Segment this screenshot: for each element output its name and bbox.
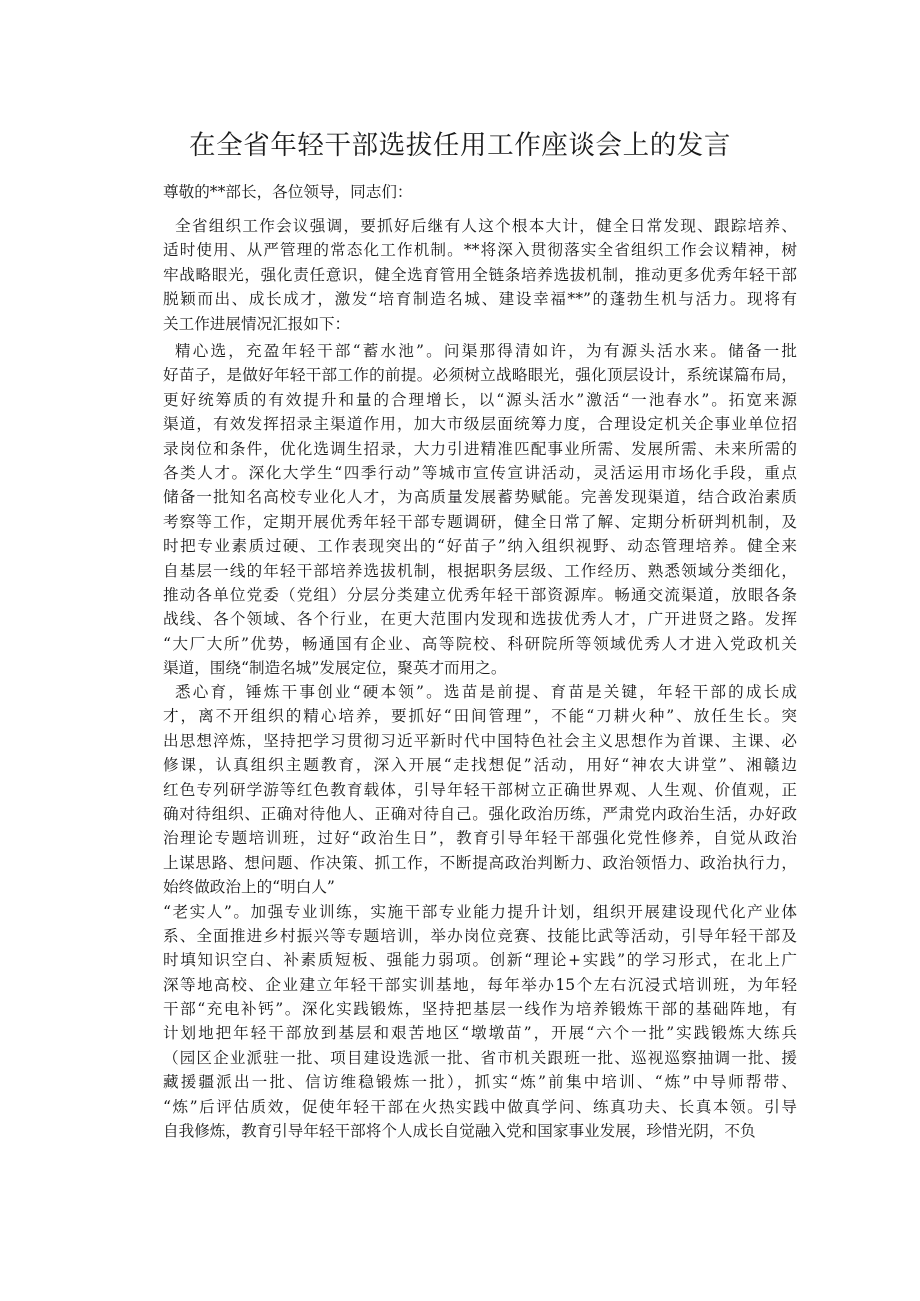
paragraph-line: 修课，认真组织主题教育，深入开展“走找想促”活动，用好“神农大讲堂”、湘赣边 — [163, 756, 797, 775]
paragraph-line: 各类人才。深化大学生“四季行动”等城市宣传宣讲活动，灵活运用市场化手段，重点 — [163, 463, 797, 482]
paragraph-line: 干部“充电补钙”。深化实践锻炼，坚持把基层一线作为培养锻炼干部的基础阵地，有 — [163, 1000, 797, 1019]
paragraph-line: 渠道，围绕“制造名城”发展定位，聚英才而用之。 — [163, 659, 507, 678]
paragraph-line: 关工作进展情况汇报如下： — [163, 314, 351, 333]
paragraph-line: 推动各单位党委（党组）分层分类建立优秀年轻干部资源库。畅通交流渠道，放眼各条 — [163, 585, 797, 604]
paragraph-line: 时把专业素质过硬、工作表现突出的“好苗子”纳入组织视野、动态管理培养。健全来 — [163, 537, 797, 556]
paragraph-line: 出思想淬炼，坚持把学习贯彻习近平新时代中国特色社会主义思想作为首课、主课、必 — [163, 731, 797, 750]
paragraph-line: 悉心育，锤炼干事创业“硬本领”。选苗是前提、育苗是关键，年轻干部的成长成 — [175, 683, 797, 701]
paragraph-line: 好苗子，是做好年轻干部工作的前提。必须树立战略眼光，强化顶层设计，系统谋篇布局， — [163, 366, 797, 385]
paragraph-organizational-work — [163, 214, 797, 336]
paragraph-line: 精心选，充盈年轻干部“蓄水池”。问渠那得清如许，为有源头活水来。储备一批 — [175, 342, 797, 360]
paragraph-line: 深等地高校、企业建立年轻干部实训基地，每年举办15个左右沉浸式培训班，为年轻 — [163, 975, 797, 994]
paragraph-careful-selection — [163, 339, 797, 680]
salutation: 尊敬的**部长，各位领导，同志们： — [163, 183, 413, 201]
paragraph-line: 渠道，有效发挥招录主渠道作用，加大市级层面统筹力度，合理设定机关企事业单位招 — [163, 415, 797, 434]
paragraph-line: 战线、各个领域、各个行业，在更大范围内发现和选拔优秀人才，广开进贤之路。发挥 — [163, 610, 797, 629]
paragraph-line: 藏援疆派出一批、信访维稳锻炼一批），抓实“炼”前集中培训、“炼”中导师帮带、 — [163, 1073, 797, 1092]
paragraph-line: 红色专列研学游等红色教育载体，引导年轻干部树立正确世界观、人生观、价值观，正 — [163, 780, 797, 799]
paragraph-line: 时填知识空白、补素质短板、强能力弱项。创新“理论+实践”的学习形式，在北上广 — [163, 951, 797, 970]
paragraph-line: 储备一批知名高校专业化人才，为高质量发展蓄势赋能。完善发现渠道，结合政治素质 — [163, 488, 797, 507]
paragraph-line: 计划地把年轻干部放到基层和艰苦地区“墩墩苗”，开展“六个一批”实践锻炼大练兵 — [163, 1024, 797, 1043]
paragraph-line: “炼”后评估质效，促使年轻干部在火热实践中做真学问、练真功夫、长真本领。引导 — [163, 1097, 797, 1116]
paragraph-line: 更好统筹质的有效提升和量的合理增长，以“源头活水”激活“一池春水”。拓宽来源 — [163, 390, 797, 409]
paragraph-line: 自基层一线的年轻干部培养选拔机制，根据职务层级、工作经历、熟悉领域分类细化， — [163, 561, 797, 580]
paragraph-line: 脱颖而出、成长成才，激发“培育制造名城、建设幸福**”的蓬勃生机与活力。现将有 — [163, 290, 797, 309]
paragraph-line: 才，离不开组织的精心培养，要抓好“田间管理”，不能“刀耕火种”、放任生长。突 — [163, 707, 797, 726]
paragraph-line: 全省组织工作会议强调，要抓好后继有人这个根本大计，健全日常发现、跟踪培养、 — [175, 217, 797, 235]
paragraph-line: 自我修炼，教育引导年轻干部将个人成长自觉融入党和国家事业发展，珍惜光阴，不负 — [163, 1122, 756, 1141]
paragraph-line: （园区企业派驻一批、项目建设选派一批、省市机关跟班一批、巡视巡察抽调一批、援 — [163, 1048, 797, 1067]
paragraph-line: 上谋思路、想问题、作决策、抓工作，不断提高政治判断力、政治领悟力、政治执行力， — [163, 853, 797, 872]
paragraph-line: 录岗位和条件，优化选调生招录，大力引进精准匹配事业所需、发展所需、未来所需的 — [163, 439, 797, 458]
paragraph-careful-cultivation — [163, 680, 797, 1143]
document-title: 在全省年轻干部选拔任用工作座谈会上的发言 — [189, 130, 731, 161]
paragraph-line: 牢战略眼光，强化责任意识，健全选育管用全链条培养选拔机制，推动更多优秀年轻干部 — [163, 265, 797, 284]
paragraph-line: 确对待组织、正确对待他人、正确对待自己。强化政治历练，严肃党内政治生活，办好政 — [163, 804, 797, 823]
paragraph-line: “老实人”。加强专业训练，实施干部专业能力提升计划，组织开展建设现代化产业体 — [163, 902, 797, 921]
paragraph-line: “大厂大所”优势，畅通国有企业、高等院校、科研院所等领域优秀人才进入党政机关 — [163, 634, 797, 653]
paragraph-line: 始终做政治上的“明白人” — [163, 878, 335, 897]
paragraph-line: 治理论专题培训班，过好“政治生日”，教育引导年轻干部强化党性修养，自觉从政治 — [163, 829, 797, 848]
paragraph-line: 适时使用、从严管理的常态化工作机制。**将深入贯彻落实全省组织工作会议精神，树 — [163, 241, 797, 260]
paragraph-line: 考察等工作，定期开展优秀年轻干部专题调研，健全日常了解、定期分析研判机制，及 — [163, 512, 797, 531]
paragraph-line: 系、全面推进乡村振兴等专题培训，举办岗位竞赛、技能比武等活动，引导年轻干部及 — [163, 926, 797, 945]
